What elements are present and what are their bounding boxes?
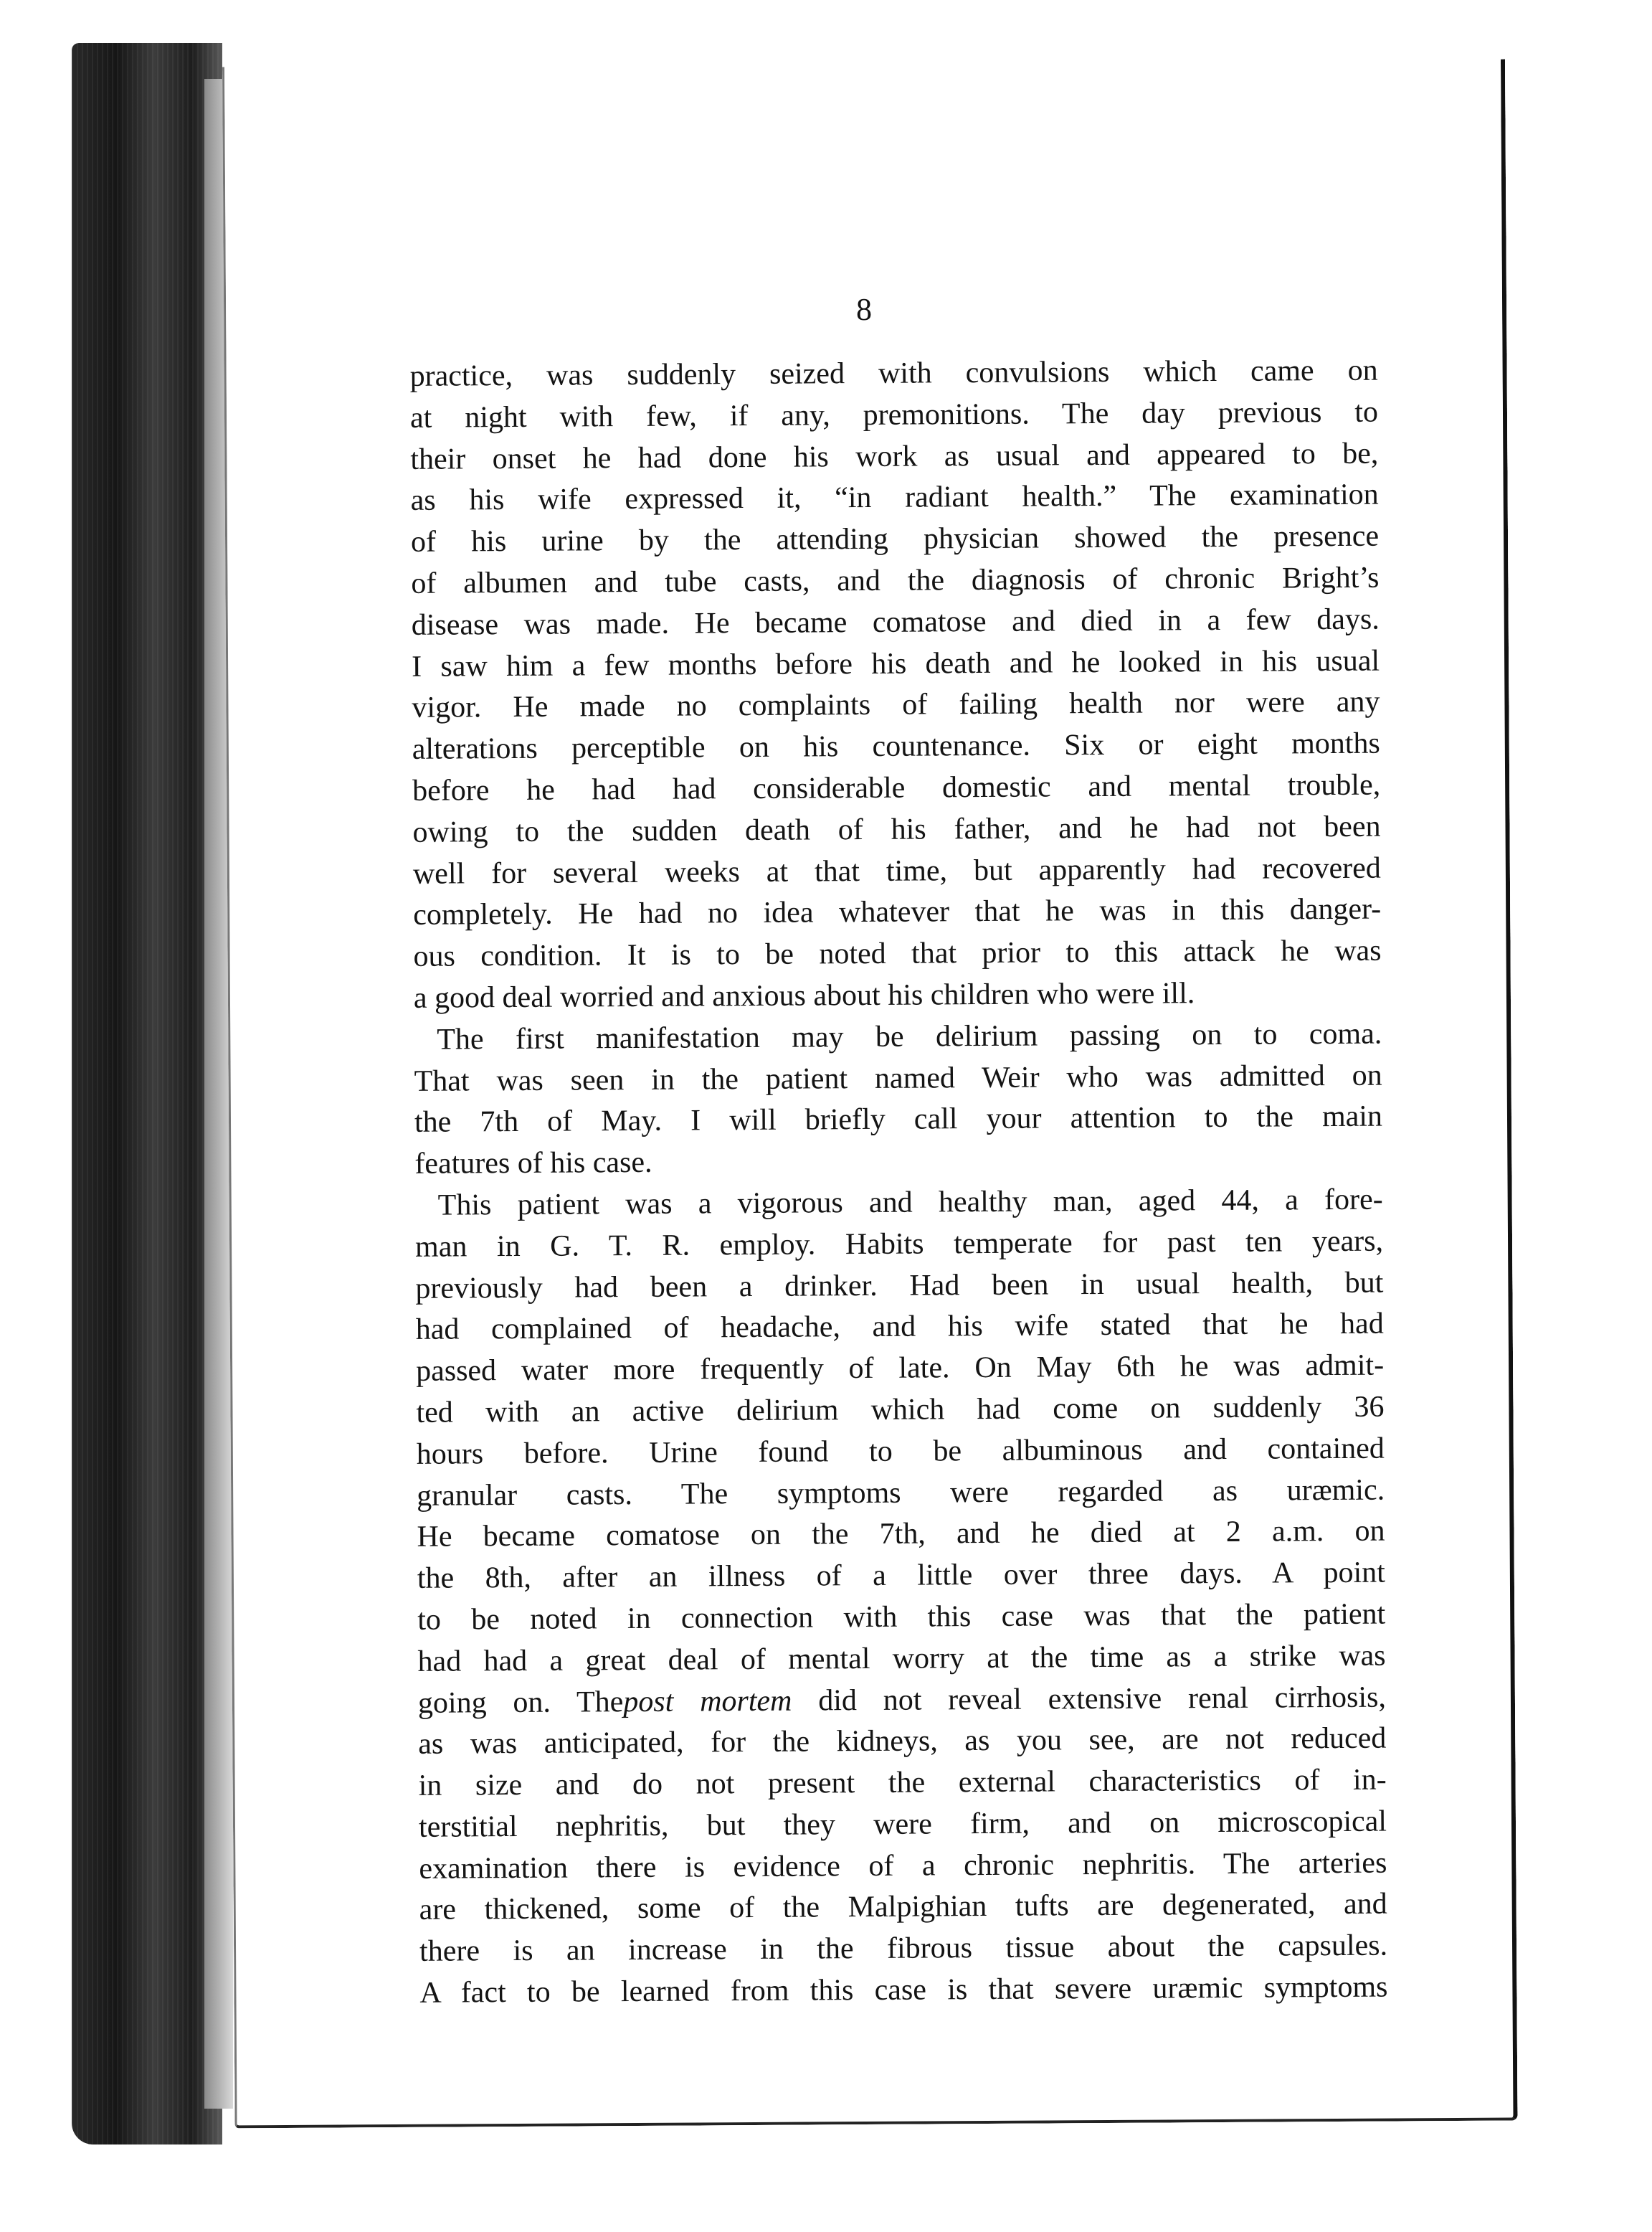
italic-term: post mortem [623, 1684, 792, 1718]
text-line: at night with few, if any, premonitions. The day previous to [409, 395, 1379, 435]
text-line: examination there is evidence of a chronic nephritis. The arteries [419, 1846, 1387, 1886]
text-line: as his wife expressed it, “in radiant health.” The examination [410, 478, 1379, 518]
page-body-text [409, 351, 1387, 2015]
text-line: features of his case. [414, 1145, 652, 1181]
text-line: previously had been a drinker. Had been in usual health, but [415, 1266, 1384, 1305]
page-number: 8 [855, 291, 873, 328]
text-line: well for several weeks at that time, but apparently had recovered [412, 851, 1382, 891]
text-line: a good deal worried and anxious about his children who were ill. [413, 977, 1195, 1015]
text-line: terstitial nephritis, but they were firm, and on microscopical [418, 1805, 1387, 1844]
text-line: of albumen and tube casts, and the diagnosis of chronic Bright’s [411, 561, 1380, 600]
text-line: as was anticipated, for the kidneys, as you see, are not reduced [418, 1721, 1387, 1762]
text-line-with-italic [418, 1677, 1386, 1724]
text-line: granular casts. The symptoms were regarded as uræmic. [417, 1473, 1385, 1513]
text-line: I saw him a few months before his death and he looked in his usual [411, 644, 1380, 684]
text-line: owing to the sudden death of his father, and he had not been [412, 810, 1381, 849]
text-line: This patient was a vigorous and healthy man, aged 44, a fore- [437, 1183, 1383, 1222]
text-line: in size and do not present the external characteristics of in- [418, 1763, 1387, 1802]
text-line: there is an increase in the fibrous tissue about the capsules. [419, 1929, 1388, 1969]
text-line: A fact to be learned from this case is that severe uræmic symptoms [419, 1970, 1388, 2010]
text-line: had had a great deal of mental worry at the time as a strike was [417, 1639, 1386, 1678]
text-line: of his urine by the attending physician showed the presence [410, 519, 1380, 559]
text-line: completely. He had no idea whatever that he was in this danger- [413, 892, 1382, 932]
text-line: ted with an active delirium which had come on suddenly 36 [416, 1390, 1385, 1429]
text-line: disease was made. He became comatose and died in a few days. [411, 602, 1380, 642]
text-line: practice, was suddenly seized with convulsions which came on [409, 354, 1378, 393]
text-line: their onset he had done his work as usual and appeared to be, [410, 437, 1379, 476]
text-line: alterations perceptible on his countenance. Six or eight months [412, 727, 1380, 767]
text-line: before he had had considerable domestic and mental trouble, [412, 768, 1381, 808]
text-line: The first manifestation may be delirium passing on to coma. [437, 1017, 1382, 1056]
text-segment: did not reveal extensive renal cirrhosis, [792, 1680, 1387, 1718]
book-page [222, 60, 1518, 2129]
text-line: are thickened, some of the Malpighian tufts are degenerated, and [419, 1888, 1387, 1927]
text-line: to be noted in connection with this case was that the patient [417, 1597, 1386, 1637]
text-line: the 8th, after an illness of a little over three days. A point [417, 1556, 1386, 1595]
text-line: the 7th of May. I will briefly call your attention to the main [414, 1100, 1383, 1140]
text-line: had complained of headache, and his wife stated that he had [415, 1307, 1384, 1347]
text-segment: going on. The [417, 1685, 624, 1720]
text-line: vigor. He made no complaints of failing health nor were any [412, 685, 1380, 725]
text-line: ous condition. It is to be noted that prior to this attack he was [413, 934, 1382, 974]
book-fore-edge [72, 43, 222, 2144]
text-line: man in G. T. R. employ. Habits temperate for past ten years, [414, 1224, 1384, 1264]
text-line: hours before. Urine found to be albuminous and contained [416, 1432, 1385, 1471]
text-line: passed water more frequently of late. On May 6th he was admit- [415, 1348, 1385, 1388]
text-line: He became comatose on the 7th, and he died at 2 a.m. on [417, 1514, 1385, 1554]
text-line: That was seen in the patient named Weir who was admitted on [414, 1059, 1382, 1098]
